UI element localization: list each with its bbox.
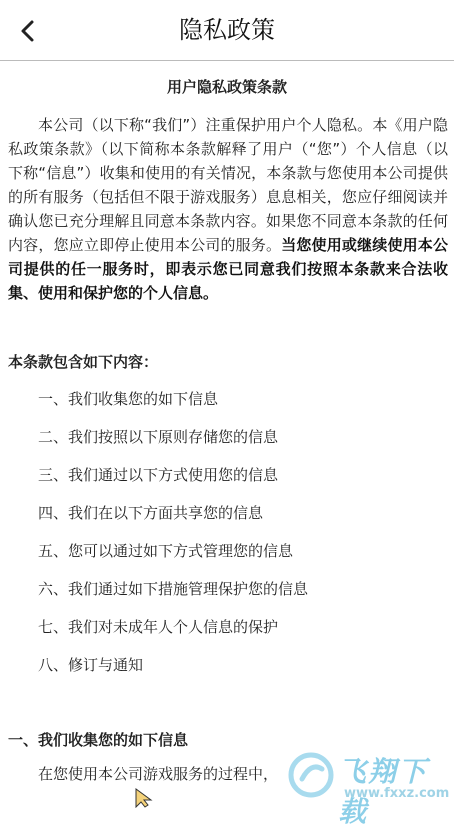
document-title: 用户隐私政策条款 (166, 78, 287, 96)
section-heading: 一、我们收集您的如下信息 (8, 731, 189, 749)
top-navigation-bar (0, 0, 454, 61)
page-title: 隐私政策 (179, 16, 275, 44)
toc-item[interactable]: 二、我们按照以下原则存储您的信息 (38, 428, 279, 446)
watermark-text: 飞翔下载 (338, 755, 429, 828)
toc-item[interactable]: 六、我们通过如下措施管理保护您的信息 (38, 580, 309, 598)
watermark-logo-icon (288, 752, 334, 798)
toc-item[interactable]: 四、我们在以下方面共享您的信息 (38, 504, 264, 522)
toc-item[interactable]: 五、您可以通过如下方式管理您的信息 (38, 542, 294, 560)
site-watermark (288, 746, 450, 828)
mouse-pointer-icon (134, 788, 158, 808)
intro-text: 本公司（以下称“我们”）注重保护用户个人隐私。本《用户隐私政策条款》（以下简称本条款解释了用户（“您”）个人信息（以下称“信息”）收集和使用的有关情况，本条款与您使用本公司提供的所有服务（包括但不限于游戏服务）息息相关，您应仔细阅读并确认您已充分理解且同意本条款内容。如果您不同意本条款的任何内容，您应立即停止使用本公司的服务。 (8, 116, 448, 254)
policy-content[interactable] (0, 61, 454, 808)
toc-item[interactable]: 三、我们通过以下方式使用您的信息 (38, 466, 279, 484)
toc-item[interactable]: 一、我们收集您的如下信息 (38, 390, 219, 408)
intro-paragraph (8, 113, 448, 305)
toc-heading: 本条款包含如下内容： (8, 353, 159, 371)
section-paragraph: 在您使用本公司游戏服务的过程中， (38, 765, 279, 783)
toc-item[interactable]: 八、修订与通知 (38, 656, 144, 674)
toc-item[interactable]: 七、我们对未成年人个人信息的保护 (38, 618, 279, 636)
intro-bold-text: 当您使用或继续使用本公司提供的任一服务时，即表示您已同意我们按照本条款来合法收集、使用和保护您的个人信息。 (8, 236, 448, 302)
watermark-url: www.fxxz.com (344, 786, 450, 801)
